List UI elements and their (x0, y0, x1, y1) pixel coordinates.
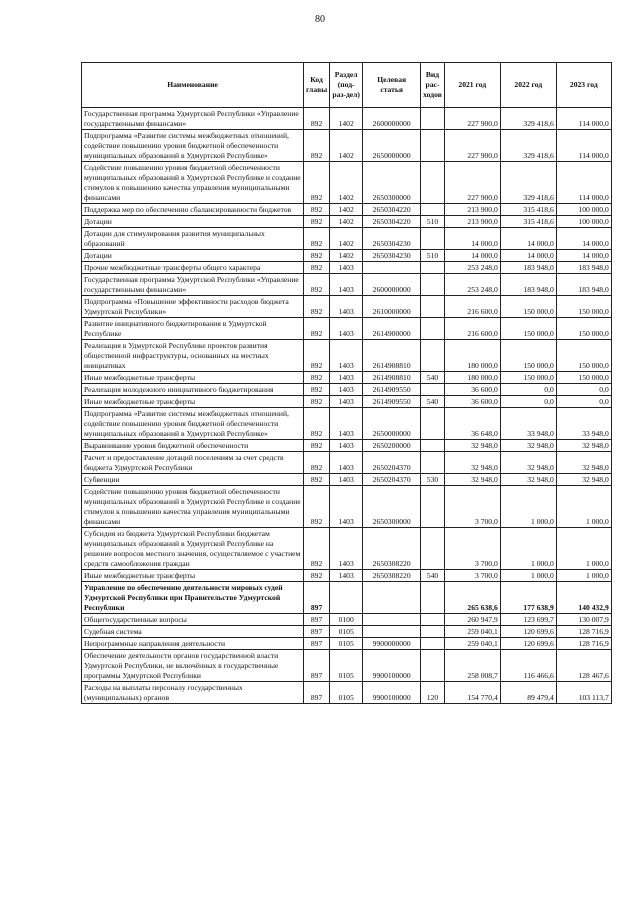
cell-section: 1403 (330, 340, 363, 372)
cell-type (421, 614, 445, 626)
cell-name: Содействие повышению уровня бюджетной обеспеченности муниципальных образований в Удмуртской Республике и создание стимулов к повышению качества управления муниципальными финансами (82, 162, 304, 204)
cell-type (421, 528, 445, 570)
cell-article: 2650308220 (363, 528, 421, 570)
cell-section: 1403 (330, 384, 363, 396)
cell-section: 0105 (330, 650, 363, 682)
cell-type: 540 (421, 570, 445, 582)
header-name: Наименование (82, 63, 304, 108)
cell-2022: 183 948,0 (500, 262, 556, 274)
cell-code: 892 (304, 318, 330, 340)
cell-2021: 3 700,0 (444, 570, 500, 582)
cell-type (421, 318, 445, 340)
cell-article: 2650000000 (363, 130, 421, 162)
cell-2023: 150 000,0 (556, 318, 611, 340)
cell-2021: 3 700,0 (444, 528, 500, 570)
cell-code: 892 (304, 250, 330, 262)
cell-type (421, 108, 445, 130)
cell-code: 892 (304, 528, 330, 570)
cell-2022: 177 638,9 (500, 582, 556, 614)
cell-2022: 315 418,6 (500, 216, 556, 228)
cell-section: 1403 (330, 474, 363, 486)
cell-2023: 114 000,0 (556, 108, 611, 130)
cell-code: 892 (304, 130, 330, 162)
cell-2022: 1 000,0 (500, 486, 556, 528)
cell-name: Субсидия из бюджета Удмуртской Республики бюджетам муниципальных образований в Удмуртской Республике на решение вопросов местного значения, осуществляемое с участием средств самообложения граждан (82, 528, 304, 570)
cell-article: 2650308220 (363, 570, 421, 582)
cell-code: 892 (304, 452, 330, 474)
cell-section: 1402 (330, 162, 363, 204)
cell-section: 0105 (330, 626, 363, 638)
table-row (82, 108, 612, 130)
cell-section: 0100 (330, 614, 363, 626)
cell-2021: 36 600,0 (444, 396, 500, 408)
cell-type (421, 274, 445, 296)
cell-2021: 32 948,0 (444, 440, 500, 452)
table-row (82, 528, 612, 570)
table-row (82, 250, 612, 262)
cell-name: Государственная программа Удмуртской Республики «Управление государственными финансами» (82, 108, 304, 130)
cell-2021: 227 900,0 (444, 130, 500, 162)
cell-article: 2650300000 (363, 486, 421, 528)
cell-name: Содействие повышению уровня бюджетной обеспеченности муниципальных образований в Удмуртской Республике и создание стимулов к повышению качества управления муниципальными финансами (82, 486, 304, 528)
cell-2022: 0,0 (500, 396, 556, 408)
cell-2022: 32 948,0 (500, 452, 556, 474)
table-row (82, 440, 612, 452)
cell-section: 1403 (330, 408, 363, 440)
cell-2022: 14 000,0 (500, 250, 556, 262)
cell-section: 1403 (330, 318, 363, 340)
cell-2022: 123 699,7 (500, 614, 556, 626)
header-type: Вид рас-ходов (421, 63, 445, 108)
cell-article: 2650204370 (363, 452, 421, 474)
cell-code: 892 (304, 440, 330, 452)
cell-code: 892 (304, 408, 330, 440)
cell-2021: 258 008,7 (444, 650, 500, 682)
table-row (82, 384, 612, 396)
cell-2022: 329 418,6 (500, 108, 556, 130)
table-row (82, 452, 612, 474)
cell-type (421, 486, 445, 528)
cell-code: 897 (304, 626, 330, 638)
cell-type (421, 130, 445, 162)
cell-article (363, 582, 421, 614)
cell-section: 1403 (330, 486, 363, 528)
table-header-row (82, 63, 612, 108)
header-article: Целевая статья (363, 63, 421, 108)
cell-2022: 32 948,0 (500, 474, 556, 486)
cell-type: 540 (421, 396, 445, 408)
cell-name: Реализация в Удмуртской Республике проектов развития общественной инфраструктуры, основанных на местных инициативах (82, 340, 304, 372)
cell-section: 1403 (330, 262, 363, 274)
cell-name: Дотации для стимулирования развития муниципальных образований (82, 228, 304, 250)
cell-name: Субвенции (82, 474, 304, 486)
cell-2023: 33 948,0 (556, 408, 611, 440)
cell-type: 120 (421, 682, 445, 704)
cell-2021: 154 770,4 (444, 682, 500, 704)
cell-2023: 150 000,0 (556, 372, 611, 384)
cell-2021: 253 248,0 (444, 262, 500, 274)
cell-name: Расходы на выплаты персоналу государственных (муниципальных) органов (82, 682, 304, 704)
cell-name: Дотации (82, 250, 304, 262)
cell-2022: 150 000,0 (500, 372, 556, 384)
cell-article: 2650304230 (363, 250, 421, 262)
cell-2021: 32 948,0 (444, 474, 500, 486)
table-row (82, 570, 612, 582)
cell-code: 892 (304, 486, 330, 528)
cell-type (421, 638, 445, 650)
cell-2022: 89 479,4 (500, 682, 556, 704)
cell-name: Подпрограмма «Повышение эффективности расходов бюджета Удмуртской Республики» (82, 296, 304, 318)
table-row (82, 486, 612, 528)
cell-code: 892 (304, 384, 330, 396)
cell-name: Расчет и предоставление дотаций поселениям за счет средств бюджета Удмуртской Республики (82, 452, 304, 474)
cell-name: Непрограммные направления деятельности (82, 638, 304, 650)
cell-2021: 213 900,0 (444, 204, 500, 216)
cell-type: 510 (421, 216, 445, 228)
table-body (82, 108, 612, 704)
cell-2023: 1 000,0 (556, 528, 611, 570)
cell-code: 892 (304, 204, 330, 216)
cell-name: Подпрограмма «Развитие системы межбюджетных отношений, содействие повышению уровня бюджетной обеспеченности муниципальных образований в Удмуртской Республике» (82, 130, 304, 162)
cell-article: 2600000000 (363, 274, 421, 296)
cell-2021: 14 000,0 (444, 250, 500, 262)
cell-2023: 100 000,0 (556, 204, 611, 216)
cell-2023: 128 716,9 (556, 638, 611, 650)
cell-code: 892 (304, 372, 330, 384)
cell-2021: 213 900,0 (444, 216, 500, 228)
cell-code: 897 (304, 614, 330, 626)
cell-article (363, 614, 421, 626)
cell-type (421, 650, 445, 682)
cell-2022: 14 000,0 (500, 228, 556, 250)
table-row (82, 162, 612, 204)
cell-2022: 1 000,0 (500, 570, 556, 582)
cell-name: Обеспечение деятельности органов государственной власти Удмуртской Республики, не включённых в государственные программы Удмуртской Республики (82, 650, 304, 682)
table-row (82, 228, 612, 250)
cell-article: 2610000000 (363, 296, 421, 318)
cell-2023: 32 948,0 (556, 452, 611, 474)
table-row (82, 262, 612, 274)
cell-2023: 14 000,0 (556, 228, 611, 250)
table-row (82, 582, 612, 614)
cell-section: 1403 (330, 274, 363, 296)
table-row (82, 274, 612, 296)
cell-2023: 183 948,0 (556, 274, 611, 296)
cell-type (421, 228, 445, 250)
page-number: 80 (315, 14, 325, 25)
cell-2021: 36 648,0 (444, 408, 500, 440)
cell-name: Выравнивание уровня бюджетной обеспеченности (82, 440, 304, 452)
cell-section: 0105 (330, 638, 363, 650)
cell-type (421, 384, 445, 396)
cell-2023: 130 007,9 (556, 614, 611, 626)
cell-type (421, 162, 445, 204)
cell-name: Развитие инициативного бюджетирования в Удмуртской Республике (82, 318, 304, 340)
cell-section: 1403 (330, 296, 363, 318)
cell-2022: 120 699,6 (500, 626, 556, 638)
cell-2023: 32 948,0 (556, 440, 611, 452)
cell-code: 892 (304, 216, 330, 228)
cell-name: Судебная система (82, 626, 304, 638)
cell-section: 1403 (330, 528, 363, 570)
cell-2023: 0,0 (556, 396, 611, 408)
table-row (82, 474, 612, 486)
cell-2021: 227 900,0 (444, 108, 500, 130)
cell-2023: 14 000,0 (556, 250, 611, 262)
cell-2022: 32 948,0 (500, 440, 556, 452)
cell-name: Иные межбюджетные трансферты (82, 396, 304, 408)
cell-article: 9900000000 (363, 638, 421, 650)
cell-2022: 329 418,6 (500, 162, 556, 204)
cell-code: 892 (304, 296, 330, 318)
table-row (82, 318, 612, 340)
cell-section: 1403 (330, 372, 363, 384)
cell-2023: 128 467,6 (556, 650, 611, 682)
cell-2022: 116 466,6 (500, 650, 556, 682)
cell-name: Подпрограмма «Развитие системы межбюджетных отношений, содействие повышению уровня бюджетной обеспеченности муниципальных образований в Удмуртской Республике» (82, 408, 304, 440)
header-code: Код главы (304, 63, 330, 108)
cell-code: 892 (304, 274, 330, 296)
cell-2022: 329 418,6 (500, 130, 556, 162)
cell-section: 1403 (330, 440, 363, 452)
cell-article: 2614908810 (363, 340, 421, 372)
cell-type (421, 452, 445, 474)
cell-code: 897 (304, 638, 330, 650)
cell-section: 1402 (330, 108, 363, 130)
cell-2021: 260 947,9 (444, 614, 500, 626)
cell-2023: 128 716,9 (556, 626, 611, 638)
cell-code: 892 (304, 570, 330, 582)
cell-2023: 150 000,0 (556, 340, 611, 372)
cell-article: 9900100000 (363, 650, 421, 682)
cell-code: 892 (304, 228, 330, 250)
table-row (82, 372, 612, 384)
cell-2023: 32 948,0 (556, 474, 611, 486)
cell-code: 892 (304, 340, 330, 372)
cell-article: 2650204370 (363, 474, 421, 486)
cell-section: 1402 (330, 130, 363, 162)
cell-section: 1402 (330, 250, 363, 262)
cell-article: 2614909550 (363, 384, 421, 396)
table-row (82, 216, 612, 228)
cell-2021: 216 600,0 (444, 318, 500, 340)
cell-type (421, 262, 445, 274)
table-row (82, 408, 612, 440)
header-2022: 2022 год (500, 63, 556, 108)
cell-2023: 183 948,0 (556, 262, 611, 274)
cell-type (421, 440, 445, 452)
cell-2023: 1 000,0 (556, 570, 611, 582)
cell-2021: 14 000,0 (444, 228, 500, 250)
cell-2021: 216 600,0 (444, 296, 500, 318)
cell-type (421, 340, 445, 372)
table-row (82, 682, 612, 704)
cell-section: 1402 (330, 204, 363, 216)
cell-article (363, 626, 421, 638)
cell-code: 892 (304, 262, 330, 274)
cell-code: 892 (304, 108, 330, 130)
cell-2022: 183 948,0 (500, 274, 556, 296)
cell-type: 540 (421, 372, 445, 384)
table-row (82, 638, 612, 650)
cell-2021: 265 638,6 (444, 582, 500, 614)
cell-2021: 253 248,0 (444, 274, 500, 296)
cell-name: Иные межбюджетные трансферты (82, 372, 304, 384)
table-row (82, 340, 612, 372)
cell-2021: 180 000,0 (444, 372, 500, 384)
cell-2022: 150 000,0 (500, 318, 556, 340)
cell-code: 892 (304, 162, 330, 204)
header-section: Раздел (под-раз-дел) (330, 63, 363, 108)
cell-2021: 227 900,0 (444, 162, 500, 204)
cell-type (421, 582, 445, 614)
cell-name: Государственная программа Удмуртской Республики «Управление государственными финансами» (82, 274, 304, 296)
cell-type: 530 (421, 474, 445, 486)
cell-2021: 32 948,0 (444, 452, 500, 474)
cell-2021: 36 600,0 (444, 384, 500, 396)
cell-article: 2650000000 (363, 408, 421, 440)
table-row (82, 130, 612, 162)
cell-2021: 3 700,0 (444, 486, 500, 528)
cell-section: 1402 (330, 228, 363, 250)
cell-2023: 114 000,0 (556, 130, 611, 162)
cell-article: 2650304230 (363, 228, 421, 250)
cell-code: 897 (304, 582, 330, 614)
cell-article: 2614909550 (363, 396, 421, 408)
cell-type: 510 (421, 250, 445, 262)
cell-code: 892 (304, 396, 330, 408)
cell-article: 2650304220 (363, 204, 421, 216)
cell-article: 9900100000 (363, 682, 421, 704)
cell-2021: 259 040,1 (444, 626, 500, 638)
table-row (82, 396, 612, 408)
cell-article: 2650200000 (363, 440, 421, 452)
header-2023: 2023 год (556, 63, 611, 108)
cell-type (421, 408, 445, 440)
cell-section: 0105 (330, 682, 363, 704)
cell-code: 897 (304, 650, 330, 682)
cell-name: Общегосударственные вопросы (82, 614, 304, 626)
cell-2022: 120 699,6 (500, 638, 556, 650)
cell-section: 1403 (330, 570, 363, 582)
table-row (82, 296, 612, 318)
budget-table (81, 62, 612, 704)
cell-2022: 150 000,0 (500, 296, 556, 318)
cell-2021: 259 040,1 (444, 638, 500, 650)
cell-article: 2614908810 (363, 372, 421, 384)
cell-code: 897 (304, 682, 330, 704)
cell-2023: 0,0 (556, 384, 611, 396)
cell-2023: 140 432,9 (556, 582, 611, 614)
cell-article (363, 262, 421, 274)
cell-name: Дотации (82, 216, 304, 228)
cell-article: 2650300000 (363, 162, 421, 204)
table-row (82, 626, 612, 638)
cell-2022: 1 000,0 (500, 528, 556, 570)
cell-type (421, 296, 445, 318)
cell-section: 1403 (330, 452, 363, 474)
table-row (82, 650, 612, 682)
cell-article: 2650304220 (363, 216, 421, 228)
cell-article: 2614900000 (363, 318, 421, 340)
cell-name: Реализация молодежного инициативного бюджетирования (82, 384, 304, 396)
cell-section: 1402 (330, 216, 363, 228)
cell-2022: 0,0 (500, 384, 556, 396)
cell-section (330, 582, 363, 614)
cell-2022: 150 000,0 (500, 340, 556, 372)
cell-name: Иные межбюджетные трансферты (82, 570, 304, 582)
cell-name: Поддержка мер по обеспечению сбалансированности бюджетов (82, 204, 304, 216)
cell-code: 892 (304, 474, 330, 486)
header-2021: 2021 год (444, 63, 500, 108)
cell-name: Управление по обеспечению деятельности мировых судей Удмуртской Республики при Правительстве Удмуртской Республики (82, 582, 304, 614)
cell-2021: 180 000,0 (444, 340, 500, 372)
cell-2023: 1 000,0 (556, 486, 611, 528)
cell-2023: 103 113,7 (556, 682, 611, 704)
cell-2022: 315 418,6 (500, 204, 556, 216)
cell-2023: 150 000,0 (556, 296, 611, 318)
table-row (82, 204, 612, 216)
cell-type (421, 626, 445, 638)
cell-2022: 33 948,0 (500, 408, 556, 440)
cell-2023: 114 000,0 (556, 162, 611, 204)
cell-article: 2600000000 (363, 108, 421, 130)
cell-section: 1403 (330, 396, 363, 408)
cell-type (421, 204, 445, 216)
cell-2023: 100 000,0 (556, 216, 611, 228)
cell-name: Прочие межбюджетные трансферты общего характера (82, 262, 304, 274)
table-row (82, 614, 612, 626)
